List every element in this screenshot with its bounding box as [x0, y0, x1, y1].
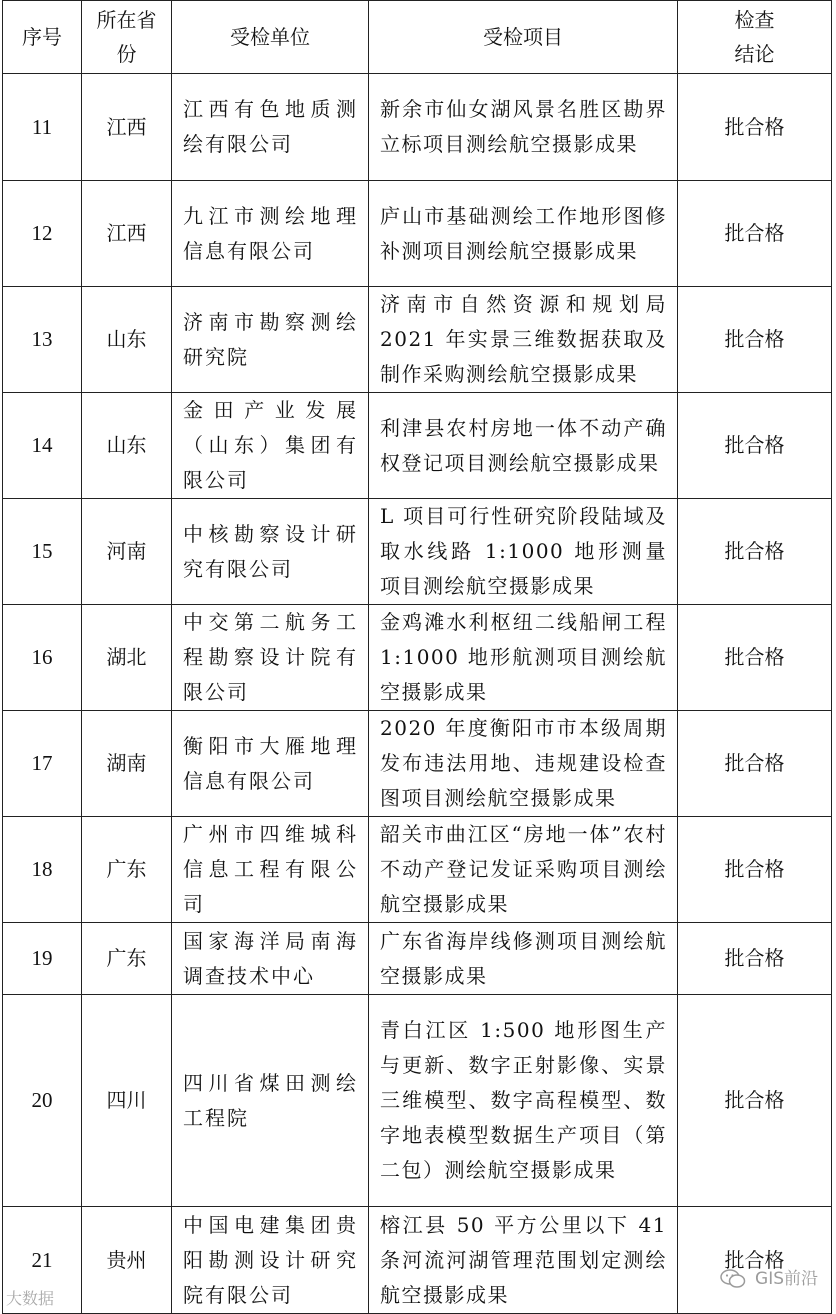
row-conclusion: 批合格: [678, 287, 832, 393]
header-province: 所在省份: [82, 1, 172, 74]
wechat-icon: [720, 1269, 746, 1289]
row-province: 四川: [82, 995, 172, 1207]
row-conclusion: 批合格: [678, 711, 832, 817]
row-conclusion: 批合格: [678, 74, 832, 181]
row-unit: 中国电建集团贵阳勘测设计研究院有限公司: [172, 1207, 369, 1314]
row-province: 山东: [82, 393, 172, 499]
row-unit: 四川省煤田测绘工程院: [172, 995, 369, 1207]
table-row: [3, 499, 832, 605]
table-row: [3, 605, 832, 711]
row-province: 贵州: [82, 1207, 172, 1314]
row-conclusion: 批合格: [678, 923, 832, 995]
row-project: 庐山市基础测绘工作地形图修补测项目测绘航空摄影成果: [369, 181, 678, 287]
table-row: [3, 287, 832, 393]
row-project: 榕江县 50 平方公里以下 41 条河流河湖管理范围划定测绘航空摄影成果: [369, 1207, 678, 1314]
header-project: 受检项目: [369, 1, 678, 74]
row-no: 16: [3, 605, 82, 711]
row-unit: 江西有色地质测绘有限公司: [172, 74, 369, 181]
watermark-left: [6, 1286, 54, 1309]
row-conclusion: 批合格: [678, 995, 832, 1207]
row-no: 14: [3, 393, 82, 499]
row-no: 20: [3, 995, 82, 1207]
row-unit: 金田产业发展（山东）集团有限公司: [172, 393, 369, 499]
table-row: [3, 711, 832, 817]
watermark-right: [720, 1264, 818, 1289]
row-project: 新余市仙女湖风景名胜区勘界立标项目测绘航空摄影成果: [369, 74, 678, 181]
row-conclusion: 批合格: [678, 605, 832, 711]
row-project: 2020 年度衡阳市市本级周期发布违法用地、违规建设检查图项目测绘航空摄影成果: [369, 711, 678, 817]
table-header-row: [3, 1, 832, 74]
row-conclusion: 批合格: [678, 181, 832, 287]
inspection-results-table: [2, 0, 832, 1314]
row-project: 利津县农村房地一体不动产确权登记项目测绘航空摄影成果: [369, 393, 678, 499]
row-unit: 广州市四维城科信息工程有限公司: [172, 817, 369, 923]
header-unit: 受检单位: [172, 1, 369, 74]
row-no: 13: [3, 287, 82, 393]
row-no: 11: [3, 74, 82, 181]
row-unit: 衡阳市大雁地理信息有限公司: [172, 711, 369, 817]
row-province: 广东: [82, 923, 172, 995]
table-row: [3, 1207, 832, 1314]
table-row: [3, 181, 832, 287]
row-province: 江西: [82, 181, 172, 287]
header-conclusion: 检查结论: [678, 1, 832, 74]
row-unit: 中核勘察设计研究有限公司: [172, 499, 369, 605]
row-no: 12: [3, 181, 82, 287]
row-conclusion: 批合格: [678, 817, 832, 923]
row-project: 金鸡滩水利枢纽二线船闸工程 1:1000 地形航测项目测绘航空摄影成果: [369, 605, 678, 711]
row-unit: 济南市勘察测绘研究院: [172, 287, 369, 393]
row-province: 山东: [82, 287, 172, 393]
row-no: 18: [3, 817, 82, 923]
row-project: 济南市自然资源和规划局 2021 年实景三维数据获取及制作采购测绘航空摄影成果: [369, 287, 678, 393]
table-row: [3, 393, 832, 499]
row-no: 17: [3, 711, 82, 817]
row-unit: 中交第二航务工程勘察设计院有限公司: [172, 605, 369, 711]
row-no: 21: [3, 1207, 82, 1314]
row-conclusion: 批合格: [678, 499, 832, 605]
row-unit: 国家海洋局南海调查技术中心: [172, 923, 369, 995]
table-row: [3, 817, 832, 923]
table-row: [3, 995, 832, 1207]
row-conclusion: 批合格: [678, 1207, 832, 1314]
row-no: 19: [3, 923, 82, 995]
row-unit: 九江市测绘地理信息有限公司: [172, 181, 369, 287]
row-project: 广东省海岸线修测项目测绘航空摄影成果: [369, 923, 678, 995]
row-no: 15: [3, 499, 82, 605]
row-province: 湖北: [82, 605, 172, 711]
row-project: 青白江区 1:500 地形图生产与更新、数字正射影像、实景三维模型、数字高程模型、数字地表模型数据生产项目（第二包）测绘航空摄影成果: [369, 995, 678, 1207]
header-no: 序号: [3, 1, 82, 74]
row-project: L 项目可行性研究阶段陆域及取水线路 1:1000 地形测量项目测绘航空摄影成果: [369, 499, 678, 605]
table-body: [3, 74, 832, 1314]
row-project: 韶关市曲江区“房地一体”农村不动产登记发证采购项目测绘航空摄影成果: [369, 817, 678, 923]
row-conclusion: 批合格: [678, 393, 832, 499]
watermark-left-text: 大数据: [6, 1289, 55, 1308]
table-row: [3, 923, 832, 995]
watermark-right-text: GIS前沿: [755, 1269, 818, 1289]
row-province: 广东: [82, 817, 172, 923]
row-province: 湖南: [82, 711, 172, 817]
row-province: 江西: [82, 74, 172, 181]
row-province: 河南: [82, 499, 172, 605]
table-row: [3, 74, 832, 181]
